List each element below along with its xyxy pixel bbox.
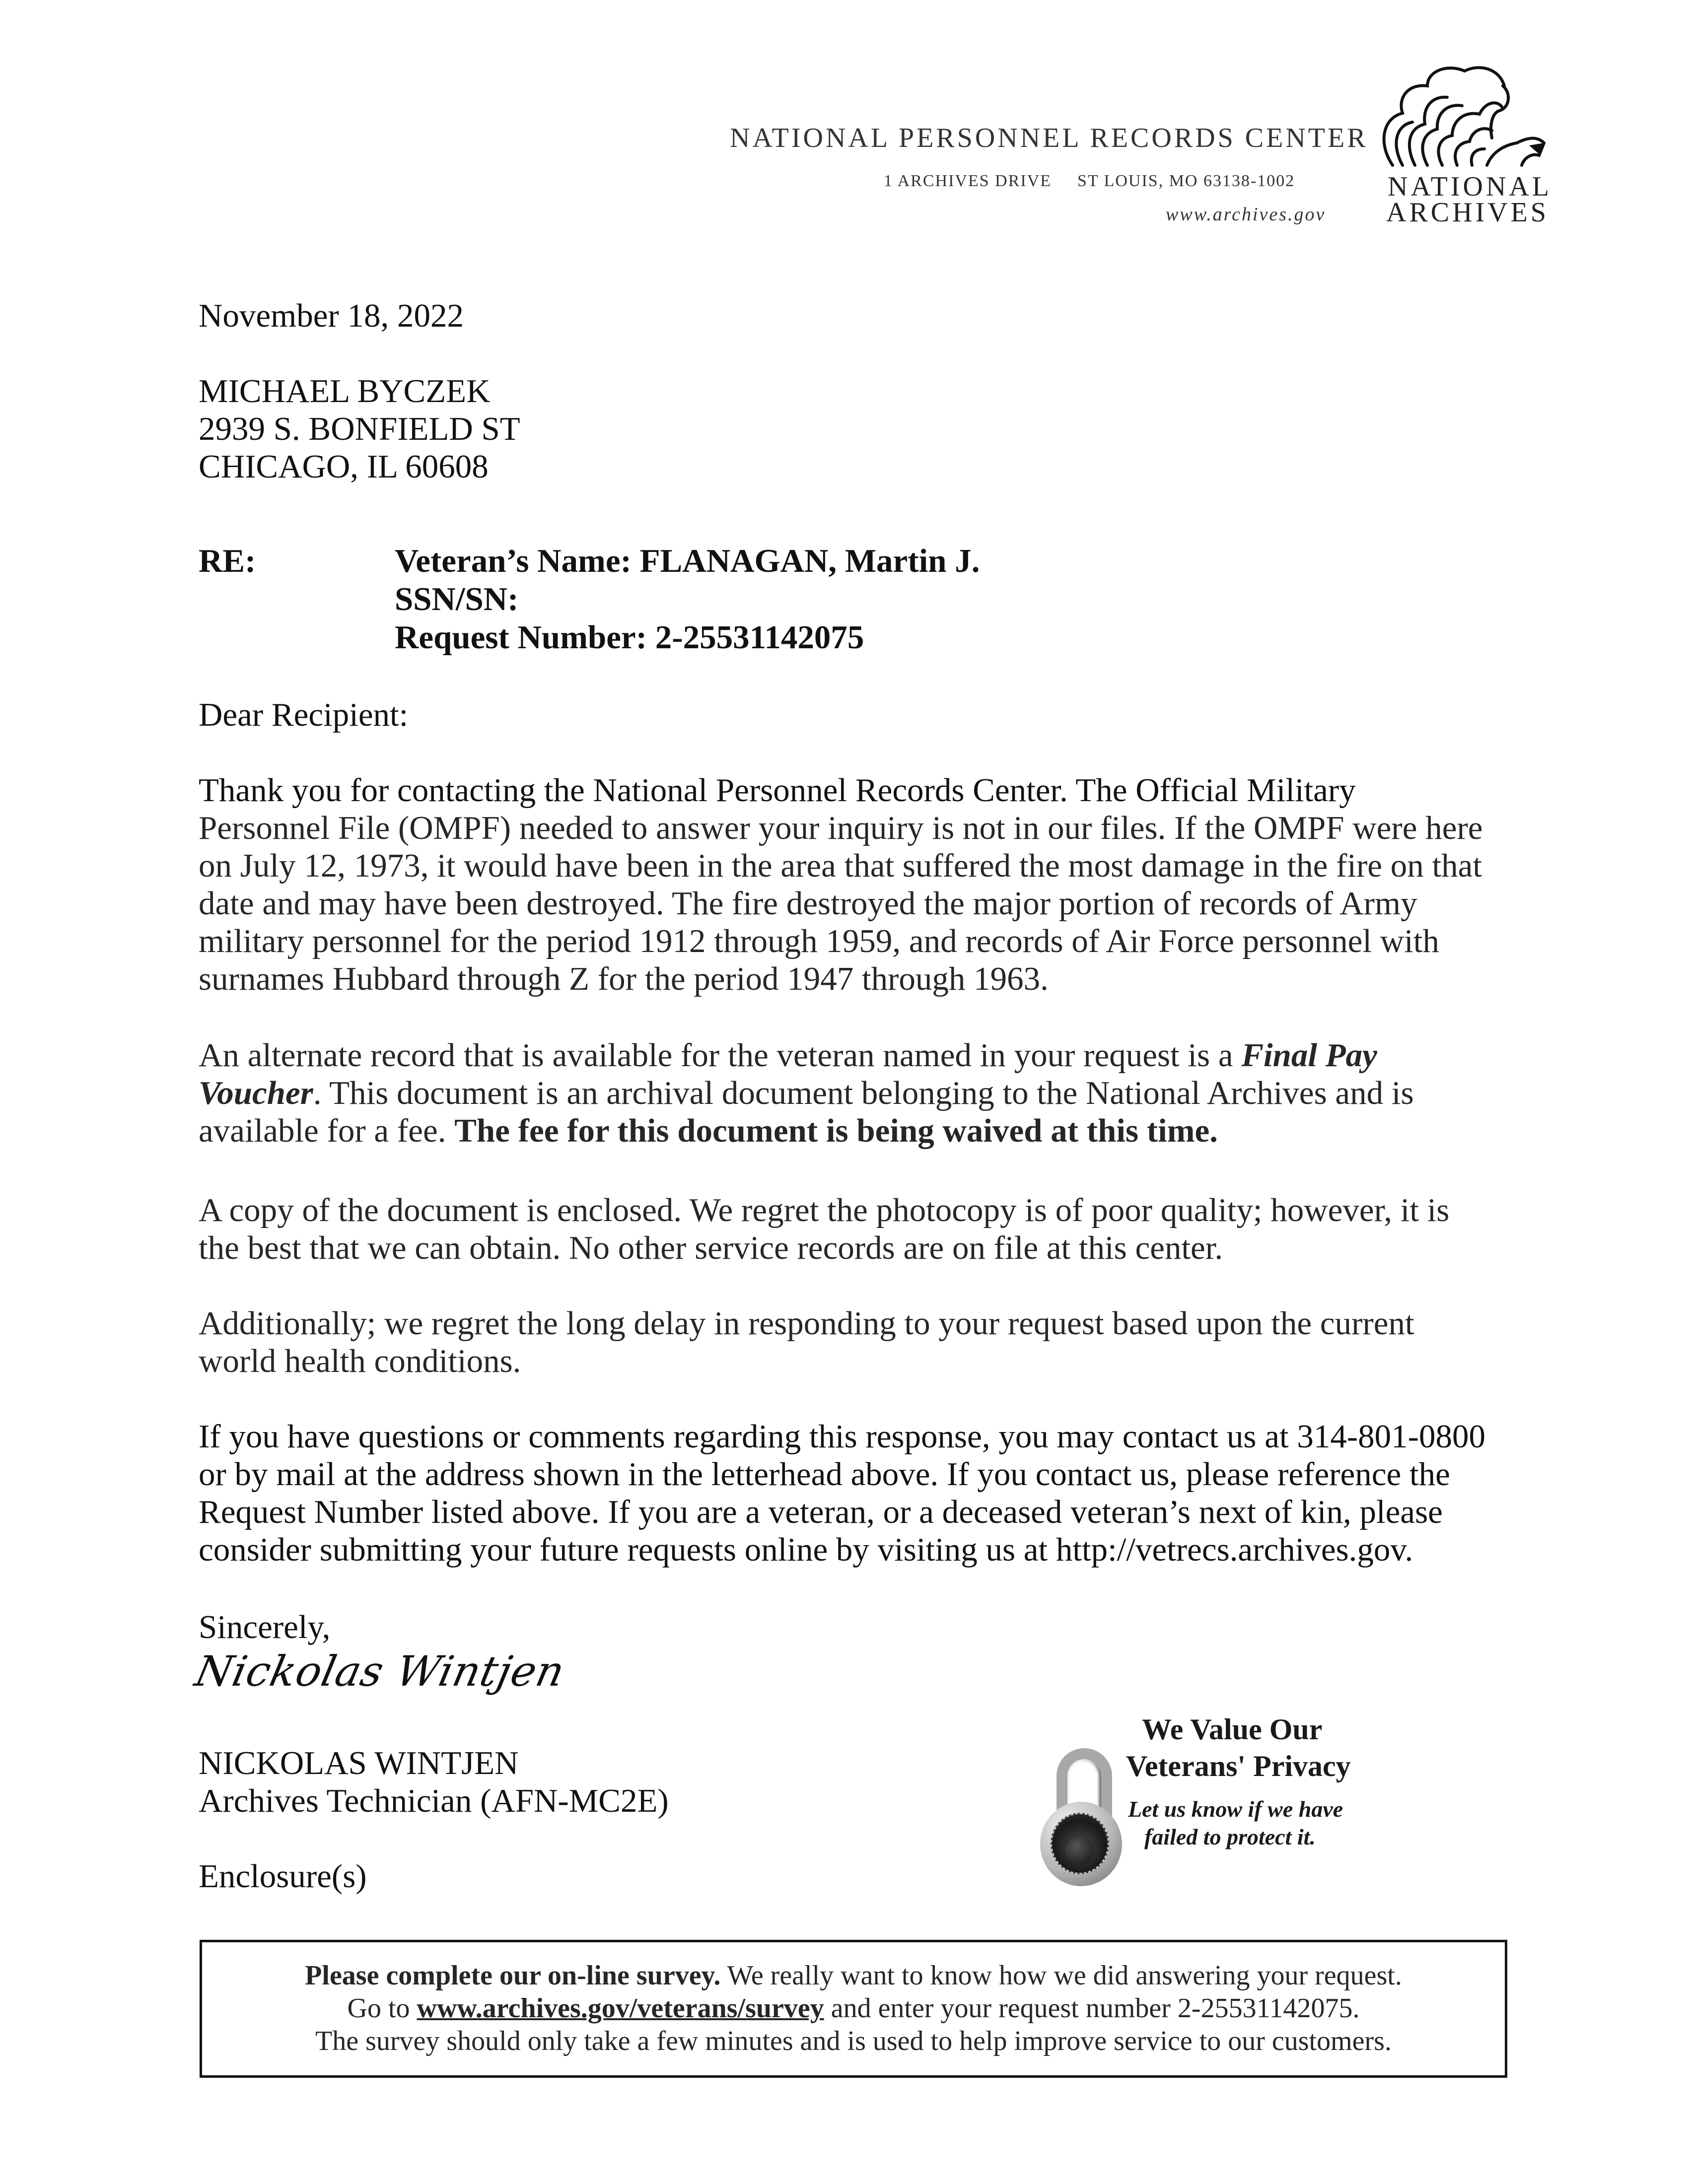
paragraph-line: Request Number listed above. If you are a veteran, or a deceased veteran’s next of kin, please bbox=[199, 1494, 1443, 1530]
paragraph-line bbox=[199, 1112, 1218, 1150]
paragraph-line: consider submitting your future requests online by visiting us at http://vetrecs.archives.gov. bbox=[199, 1531, 1413, 1568]
salutation: Dear Recipient: bbox=[199, 696, 409, 733]
survey-link[interactable]: www.archives.gov/veterans/survey bbox=[417, 1993, 824, 2024]
paragraph-line: on July 12, 1973, it would have been in the area that suffered the most damage in the fire on that bbox=[199, 847, 1482, 884]
paragraph-line: or by mail at the address shown in the letterhead above. If you contact us, please reference the bbox=[199, 1456, 1450, 1493]
privacy-subtext-line1: Let us know if we have bbox=[1128, 1796, 1343, 1822]
re-veteran-name: Veteran’s Name: FLANAGAN, Martin J. bbox=[395, 543, 980, 579]
survey-request-number: and enter your request number 2-25531142075. bbox=[824, 1993, 1360, 2024]
paragraph-line: If you have questions or comments regarding this response, you may contact us at 314-801-0800 bbox=[199, 1418, 1485, 1455]
padlock-knob bbox=[1065, 1837, 1093, 1865]
paragraph-line: world health conditions. bbox=[199, 1343, 521, 1379]
survey-line-2 bbox=[202, 1992, 1505, 2025]
paragraph-line: date and may have been destroyed. The fire destroyed the major portion of records of Army bbox=[199, 885, 1417, 922]
paragraph-line: surnames Hubbard through Z for the period 1947 through 1963. bbox=[199, 960, 1049, 997]
re-ssn: SSN/SN: bbox=[395, 581, 519, 617]
paragraph-line: the best that we can obtain. No other service records are on file at this center. bbox=[199, 1229, 1223, 1266]
recipient-name: MICHAEL BYCZEK bbox=[199, 373, 491, 410]
recipient-city: CHICAGO, IL 60608 bbox=[199, 448, 489, 485]
letter-date: November 18, 2022 bbox=[199, 297, 464, 334]
signatory-title: Archives Technician (AFN-MC2E) bbox=[199, 1782, 669, 1819]
paragraph-line: Thank you for contacting the National Personnel Records Center. The Official Military bbox=[199, 772, 1356, 809]
paragraph-line: Additionally; we regret the long delay in responding to your request based upon the current bbox=[199, 1305, 1414, 1342]
privacy-subtext-line2: failed to protect it. bbox=[1144, 1824, 1316, 1849]
privacy-heading-line1: We Value Our bbox=[1142, 1713, 1323, 1746]
signatory-name: NICKOLAS WINTJEN bbox=[199, 1745, 519, 1781]
letterhead-city: ST LOUIS, MO 63138-1002 bbox=[1077, 172, 1295, 190]
paragraph-line bbox=[199, 1074, 1414, 1112]
letterhead-org-name: NATIONAL PERSONNEL RECORDS CENTER bbox=[730, 123, 1368, 153]
survey-intro: We really want to know how we did answering your request. bbox=[720, 1960, 1402, 1991]
letterhead-address bbox=[884, 172, 1295, 191]
recipient-street: 2939 S. BONFIELD ST bbox=[199, 410, 520, 447]
voucher-emphasis: Voucher bbox=[199, 1075, 313, 1111]
enclosure-note: Enclosure(s) bbox=[199, 1858, 367, 1895]
re-request-number: Request Number: 2-25531142075 bbox=[395, 619, 864, 656]
survey-goto: Go to bbox=[347, 1993, 417, 2024]
paragraph-line: military personnel for the period 1912 through 1959, and records of Air Force personnel with bbox=[199, 923, 1439, 959]
eagle-icon bbox=[1373, 64, 1547, 173]
paragraph-line bbox=[199, 1036, 1377, 1074]
survey-notice-box bbox=[200, 1940, 1507, 2078]
handwritten-signature: Nickolas Wintjen bbox=[191, 1647, 569, 1696]
privacy-heading-line2: Veterans' Privacy bbox=[1126, 1750, 1351, 1782]
fee-waived-notice: The fee for this document is being waived at this time. bbox=[454, 1112, 1218, 1149]
privacy-badge bbox=[1033, 1707, 1380, 1876]
final-pay-emphasis: Final Pay bbox=[1241, 1037, 1377, 1074]
survey-heading: Please complete our on-line survey. bbox=[305, 1960, 721, 1991]
paragraph-line: Personnel File (OMPF) needed to answer your inquiry is not in our files. If the OMPF were here bbox=[199, 810, 1483, 846]
survey-line-3: The survey should only take a few minutes and is used to help improve service to our customers. bbox=[315, 2026, 1392, 2056]
text: An alternate record that is available for the veteran named in your request is a bbox=[199, 1037, 1242, 1074]
text: . This document is an archival document belonging to the National Archives and is bbox=[313, 1075, 1414, 1111]
survey-line-1 bbox=[202, 1959, 1505, 1992]
logo-text-archives: ARCHIVES bbox=[1386, 197, 1549, 228]
letterhead-website[interactable]: www.archives.gov bbox=[1166, 204, 1326, 225]
re-label: RE: bbox=[199, 543, 256, 579]
closing: Sincerely, bbox=[199, 1609, 331, 1645]
letterhead-street: 1 ARCHIVES DRIVE bbox=[884, 172, 1052, 190]
paragraph-line: A copy of the document is enclosed. We regret the photocopy is of poor quality; however, it is bbox=[199, 1192, 1450, 1228]
text: available for a fee. bbox=[199, 1112, 455, 1149]
logo-text-national: NATIONAL bbox=[1388, 171, 1552, 202]
